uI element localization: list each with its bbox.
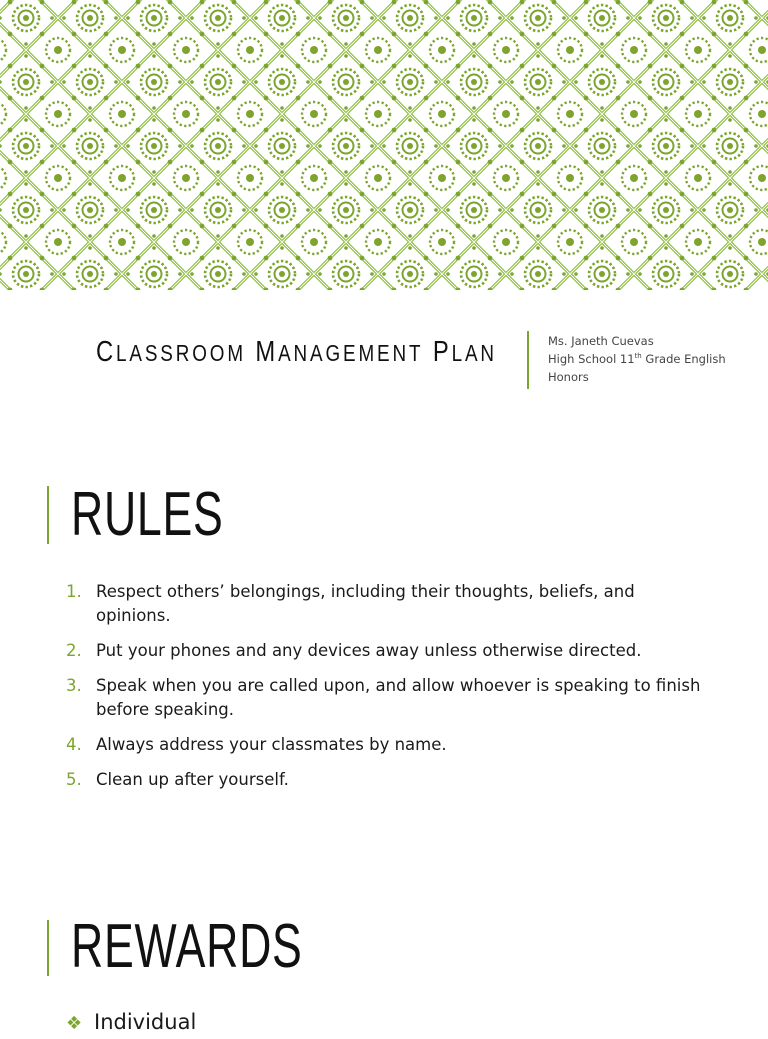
list-item <box>66 580 706 628</box>
list-number: 4. <box>66 735 82 754</box>
course-after: Grade English <box>641 352 726 366</box>
list-number: 5. <box>66 770 82 789</box>
subtitle <box>548 332 763 386</box>
rule-text: Always address your classmates by name. <box>96 735 447 754</box>
title-rest-1: LASSROOM <box>116 340 246 366</box>
title-rest-3: LAN <box>451 340 497 366</box>
course-line <box>548 350 763 368</box>
list-item <box>66 1007 196 1037</box>
course-level: Honors <box>548 370 589 384</box>
rule-text: Speak when you are called upon, and allow whoever is speaking to finish before speaking. <box>96 676 701 719</box>
rewards-list <box>66 1007 196 1037</box>
course-before: High School 11 <box>548 352 635 366</box>
list-number: 3. <box>66 676 82 695</box>
slide-title <box>96 336 497 369</box>
title-rest-2: ANAGEMENT <box>278 340 424 366</box>
title-divider <box>527 331 529 389</box>
rules-list <box>66 580 706 803</box>
list-number: 1. <box>66 582 82 601</box>
title-initial-3: P <box>432 336 452 368</box>
reward-text: Individual <box>94 1010 197 1034</box>
list-item <box>66 674 706 722</box>
rule-text: Put your phones and any devices away unless otherwise directed. <box>96 641 642 660</box>
course-superscript: th <box>634 352 642 360</box>
rule-text: Clean up after yourself. <box>96 770 289 789</box>
rewards-heading: REWARDS <box>71 912 303 981</box>
teacher-name: Ms. Janeth Cuevas <box>548 334 654 348</box>
list-item <box>66 768 706 792</box>
rules-heading: RULES <box>71 480 224 549</box>
circle-medallion-pattern <box>0 0 768 290</box>
title-initial-1: C <box>96 336 117 368</box>
diamond-bullet-icon: ❖ <box>66 1013 83 1034</box>
title-initial-2: M <box>255 336 279 368</box>
rule-text: Respect others’ belongings, including their thoughts, beliefs, and opinions. <box>96 582 635 625</box>
list-number: 2. <box>66 641 82 660</box>
decorative-banner <box>0 0 768 290</box>
list-item <box>66 639 706 663</box>
rules-accent-bar <box>47 486 49 544</box>
list-item <box>66 733 706 757</box>
rewards-accent-bar <box>47 920 49 976</box>
